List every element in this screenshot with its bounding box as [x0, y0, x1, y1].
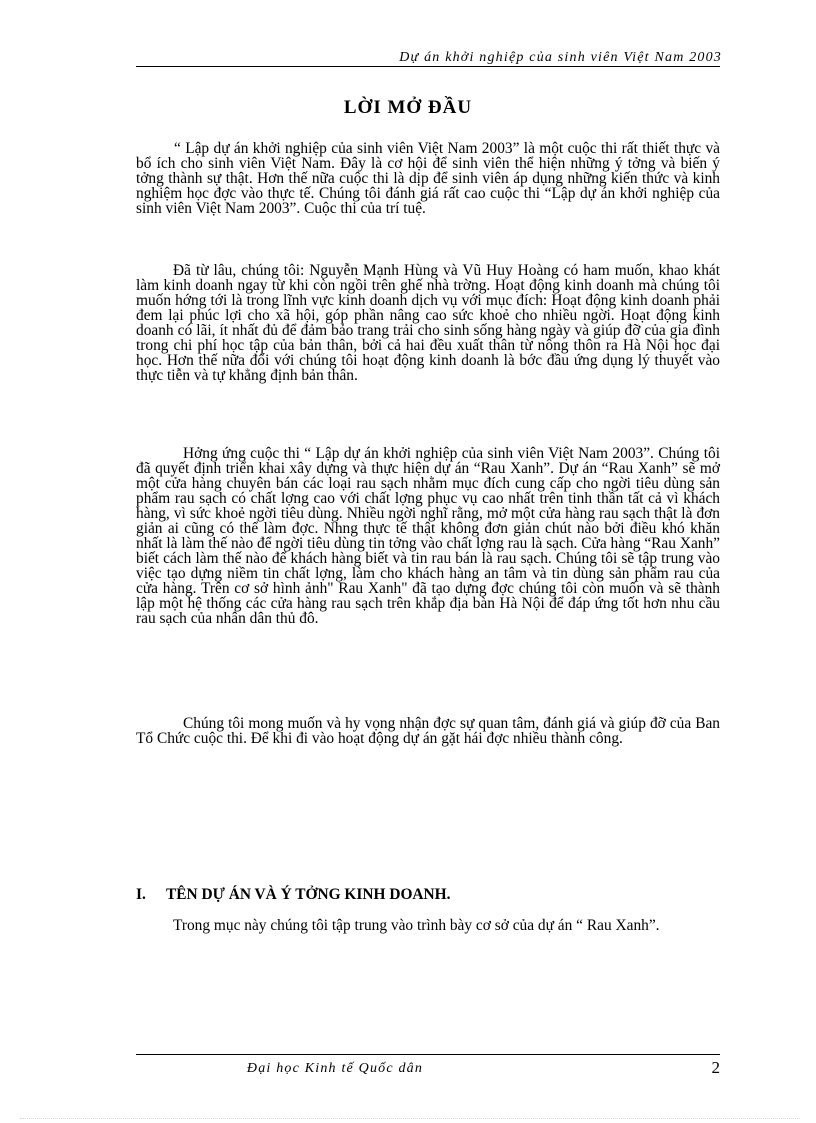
- paragraph-project: Hởng ứng cuộc thi “ Lập dự án khởi nghiệp của sinh viên Việt Nam 2003”. Chúng tôi đã quyết định triển khai xây dựng và thực hiện dự án “Rau Xanh”. Dự án “Rau Xanh” sẽ mở một cửa hàng chuyên bán các loại rau sạch nhằm mục đích cung cấp cho ngời tiêu dùng sản phẩm rau sạch có chất lợng cao với chất lợng phục vụ cao nhất trên tinh thần tất cả vì khách hàng, vì sức khoẻ ngời tiêu dùng. Nhiều ngời nghĩ rằng, mở một cửa hàng rau sạch thật là đơn giản ai cũng có thể làm đợc. Nhng thực tế thật không đơn giản chút nào bởi điều khó khăn nhất là làm thế nào để ngời tiêu dùng tin tởng vào chất lợng rau là sạch. Cửa hàng “Rau Xanh” biết cách làm thế nào để khách hàng biết và tin rau bán là rau sạch. Chúng tôi sẽ tập trung vào việc tạo dựng niềm tin chất lợng, làm cho khách hàng an tâm và tin dùng sản phẩm rau của cửa hàng. Trên cơ sở hình ảnh" Rau Xanh" đã tạo dựng đợc chúng tôi còn muốn và sẽ thành lập một hệ thống các cửa hàng rau sạch trên khắp địa bàn Hà Nội để đáp ứng tốt hơn nhu cầu rau sạch của nhân dân thủ đô.: [136, 445, 720, 627]
- paragraph-authors: Đã từ lâu, chúng tôi: Nguyễn Mạnh Hùng và Vũ Huy Hoàng có ham muốn, khao khát làm kinh doanh ngay từ khi còn ngồi trên ghế nhà trờng. Hoạt động kinh doanh mà chúng tôi muốn hớng tới là trong lĩnh vực kinh doanh dịch vụ với mục đích: Hoạt động kinh doanh phải đem lại phúc lợi cho xã hội, góp phần nâng cao sức khoẻ cho nhiều ngời. Hoạt động kinh doanh có lãi, ít nhất đủ để đảm bảo trang trải cho sinh sống hàng ngày và giúp đỡ của gia đình trong chi phí học tập của bản thân, bởi cả hai đều xuất thân từ nông thôn ra Hà Nội học đại học. Hơn thế nữa đối với chúng tôi hoạt động kinh doanh là bớc đầu ứng dụng lý thuyết vào thực tiễn và tự khẳng định bản thân.: [136, 262, 720, 384]
- section-title: TÊN DỰ ÁN VÀ Ý TỞNG KINH DOANH.: [166, 886, 451, 903]
- footer-institution: Đại học Kinh tế Quốc dân: [246, 1061, 424, 1076]
- footer-divider: [136, 1054, 720, 1055]
- document-title: LỜI MỞ ĐẦU: [343, 97, 473, 118]
- page-break-line: [20, 1118, 800, 1119]
- section-paragraph: Trong mục này chúng tôi tập trung vào trình bày cơ sở của dự án “ Rau Xanh”.: [173, 917, 660, 934]
- section-number: I.: [136, 886, 146, 903]
- page-number: 2: [711, 1058, 720, 1077]
- header-divider: [136, 66, 720, 67]
- section-heading: [136, 886, 450, 904]
- paragraph-closing: Chúng tôi mong muốn và hy vọng nhận đợc sự quan tâm, đánh giá và giúp đỡ của Ban Tổ Chức cuộc thi. Để khi đi vào hoạt động dự án gặt hái đợc nhiều thành công.: [136, 715, 720, 747]
- running-header: Dự án khởi nghiệp của sinh viên Việt Nam 2003: [399, 50, 722, 65]
- paragraph-intro: “ Lập dự án khởi nghiệp của sinh viên Việt Nam 2003” là một cuộc thi rất thiết thực và bổ ích cho sinh viên Việt Nam. Đây là cơ hội để sinh viên thể hiện những ý tởng và biến ý tởng thành sự thật. Hơn thế nữa cuộc thi là dịp để sinh viên áp dụng những kiến thức và kinh nghiệm học đợc vào thực tế. Chúng tôi đánh giá rất cao cuộc thi “Lập dự án khởi nghiệp của sinh viên Việt Nam 2003”. Cuộc thi của trí tuệ.: [136, 140, 720, 217]
